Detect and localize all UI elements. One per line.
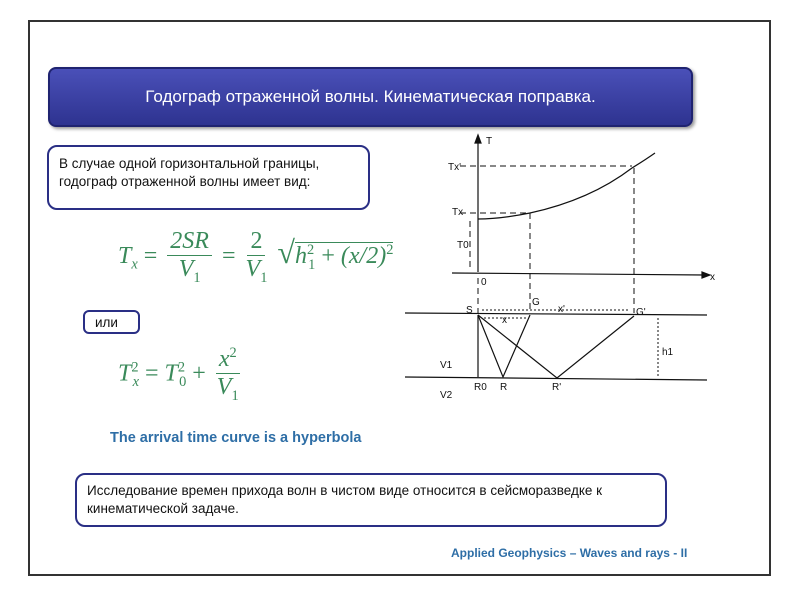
diagram-label: R0 bbox=[474, 382, 487, 393]
diagram-label: V2 bbox=[440, 390, 453, 401]
diagram-label: V1 bbox=[440, 360, 453, 371]
hyperbola-curve bbox=[478, 153, 655, 219]
diagram-label: T0 bbox=[457, 240, 469, 251]
diagram-label: h1 bbox=[662, 347, 674, 358]
diagram-label: x bbox=[710, 272, 715, 283]
diagram-label: S bbox=[466, 305, 473, 316]
footer: Applied Geophysics – Waves and rays - II bbox=[451, 546, 688, 560]
diagram-label: T bbox=[486, 136, 493, 147]
t-axis-arrow bbox=[475, 135, 481, 143]
surface-line bbox=[405, 313, 707, 315]
diagram-label: R' bbox=[552, 382, 562, 393]
diagram-label: x bbox=[502, 315, 507, 326]
formula-travel-time: $T_x$ = $\frac{2SR}{V_1}$ = $\frac{2}{V_1}$ $√h^2_1 + (x/2)^2$ bbox=[118, 228, 394, 286]
hyperbola-caption: The arrival time curve is a hyperbola bbox=[110, 430, 362, 446]
conclusion-text: Исследование времен прихода волн в чистом виде относится в сейсморазведке к кинематической задаче. bbox=[87, 483, 603, 516]
diagram-label: G bbox=[532, 297, 540, 308]
or-label: или bbox=[95, 315, 118, 330]
diagram-label: Tx' bbox=[448, 162, 462, 173]
diagram-label: x' bbox=[558, 304, 565, 315]
diagram-label: 0 bbox=[481, 277, 487, 288]
diagram-label: G' bbox=[636, 307, 646, 318]
intro-text: В случае одной горизонтальной границы, годограф отраженной волны имеет вид: bbox=[59, 156, 320, 189]
diagram-label: R bbox=[500, 382, 508, 393]
x-axis bbox=[452, 273, 705, 275]
formula-hyperbola: $T^2_x = T^2_0$ + $\frac{x^2}{V_1}$ bbox=[118, 345, 239, 404]
diagram-label: Tx bbox=[452, 207, 464, 218]
slide-title: Годограф отраженной волны. Кинематическая поправка. bbox=[48, 67, 693, 127]
